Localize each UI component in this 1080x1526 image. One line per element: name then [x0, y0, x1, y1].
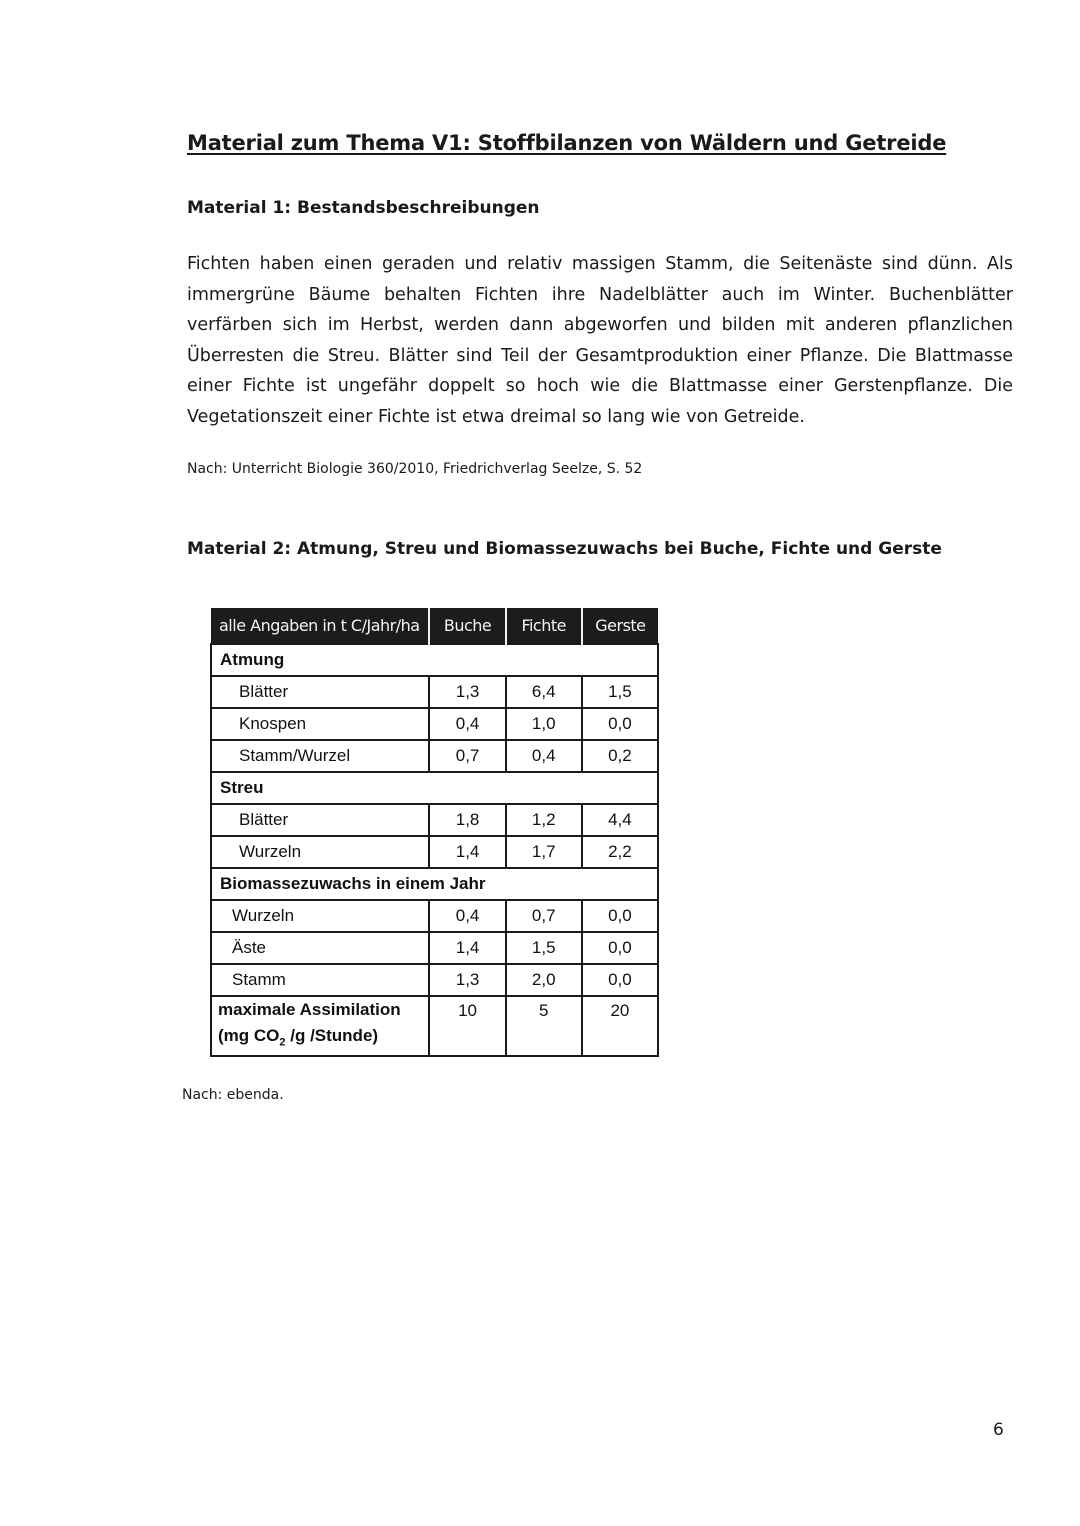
- cell-fichte: 5: [506, 996, 582, 1056]
- cell-fichte: 1,0: [506, 708, 582, 740]
- table-header-gerste: Gerste: [582, 608, 658, 644]
- cell-fichte: 1,2: [506, 804, 582, 836]
- material-1-source: Nach: Unterricht Biologie 360/2010, Friedrichverlag Seelze, S. 52: [187, 461, 643, 477]
- table-row: [211, 932, 658, 964]
- cell-gerste: 0,2: [582, 740, 658, 772]
- cell-gerste: 0,0: [582, 708, 658, 740]
- table-group-row: [211, 644, 658, 676]
- material-2-source: Nach: ebenda.: [182, 1087, 284, 1103]
- group-streu: Streu: [211, 772, 658, 804]
- assimilation-label-line1: maximale Assimilation: [218, 1000, 401, 1019]
- cell-gerste: 20: [582, 996, 658, 1056]
- paragraph-line: immergrüne Bäume behalten Fichten ihre Nadelblätter auch im Winter. Buchenblätter: [187, 284, 1013, 305]
- table-row: [211, 900, 658, 932]
- row-label: Stamm: [211, 964, 429, 996]
- cell-gerste: 2,2: [582, 836, 658, 868]
- cell-buche: 0,4: [429, 708, 505, 740]
- cell-fichte: 0,4: [506, 740, 582, 772]
- paragraph-line: Vegetationszeit einer Fichte ist etwa dreimal so lang wie von Getreide.: [187, 406, 805, 427]
- cell-fichte: 2,0: [506, 964, 582, 996]
- group-atmung: Atmung: [211, 644, 658, 676]
- cell-gerste: 4,4: [582, 804, 658, 836]
- assimilation-label-subscript: 2: [279, 1036, 286, 1049]
- assimilation-label-suffix: /g /Stunde): [285, 1026, 379, 1045]
- cell-buche: 0,4: [429, 900, 505, 932]
- cell-gerste: 1,5: [582, 676, 658, 708]
- cell-buche: 10: [429, 996, 505, 1056]
- row-label: Stamm/Wurzel: [211, 740, 429, 772]
- table-header-unit: alle Angaben in t C/Jahr/ha: [211, 608, 429, 644]
- table-header-row: [211, 608, 658, 644]
- row-label: Äste: [211, 932, 429, 964]
- paragraph-line: Überresten die Streu. Blätter sind Teil der Gesamtproduktion einer Pflanze. Die Blattmasse: [187, 345, 1013, 366]
- group-biomassezuwachs: Biomassezuwachs in einem Jahr: [211, 868, 658, 900]
- table-row: [211, 740, 658, 772]
- paragraph-line: einer Fichte ist ungefähr doppelt so hoch wie die Blattmasse einer Gerstenpflanze. Die: [187, 376, 1013, 397]
- assimilation-label-prefix: (mg CO: [218, 1026, 280, 1045]
- cell-gerste: 0,0: [582, 932, 658, 964]
- row-label: Knospen: [211, 708, 429, 740]
- material-2-table: [210, 608, 659, 1057]
- table-row: [211, 804, 658, 836]
- cell-gerste: 0,0: [582, 964, 658, 996]
- row-label: Blätter: [211, 676, 429, 708]
- cell-buche: 1,3: [429, 964, 505, 996]
- table-row-assimilation: [211, 996, 658, 1056]
- material-2-heading: Material 2: Atmung, Streu und Biomassezuwachs bei Buche, Fichte und Gerste: [187, 539, 942, 559]
- cell-buche: 1,8: [429, 804, 505, 836]
- cell-gerste: 0,0: [582, 900, 658, 932]
- table-header-fichte: Fichte: [506, 608, 582, 644]
- paragraph-line: Fichten haben einen geraden und relativ massigen Stamm, die Seitenäste sind dünn. Als: [187, 254, 1013, 274]
- table-group-row: [211, 868, 658, 900]
- cell-buche: 1,3: [429, 676, 505, 708]
- assimilation-label: [211, 996, 429, 1056]
- paragraph-line: verfärben sich im Herbst, werden dann abgeworfen und bilden mit anderen pflanzlichen: [187, 315, 1013, 336]
- table-group-row: [211, 772, 658, 804]
- cell-fichte: 0,7: [506, 900, 582, 932]
- material-1-heading: Material 1: Bestandsbeschreibungen: [187, 198, 540, 218]
- cell-fichte: 6,4: [506, 676, 582, 708]
- page-number: 6: [993, 1420, 1004, 1440]
- row-label: Wurzeln: [211, 836, 429, 868]
- cell-buche: 1,4: [429, 836, 505, 868]
- page-title: Material zum Thema V1: Stoffbilanzen von Wäldern und Getreide: [187, 131, 947, 155]
- cell-buche: 0,7: [429, 740, 505, 772]
- table-header-buche: Buche: [429, 608, 505, 644]
- table-row: [211, 708, 658, 740]
- row-label: Blätter: [211, 804, 429, 836]
- cell-fichte: 1,7: [506, 836, 582, 868]
- cell-buche: 1,4: [429, 932, 505, 964]
- cell-fichte: 1,5: [506, 932, 582, 964]
- row-label: Wurzeln: [211, 900, 429, 932]
- material-1-paragraph: [187, 249, 1013, 433]
- table-row: [211, 836, 658, 868]
- table-row: [211, 964, 658, 996]
- table-row: [211, 676, 658, 708]
